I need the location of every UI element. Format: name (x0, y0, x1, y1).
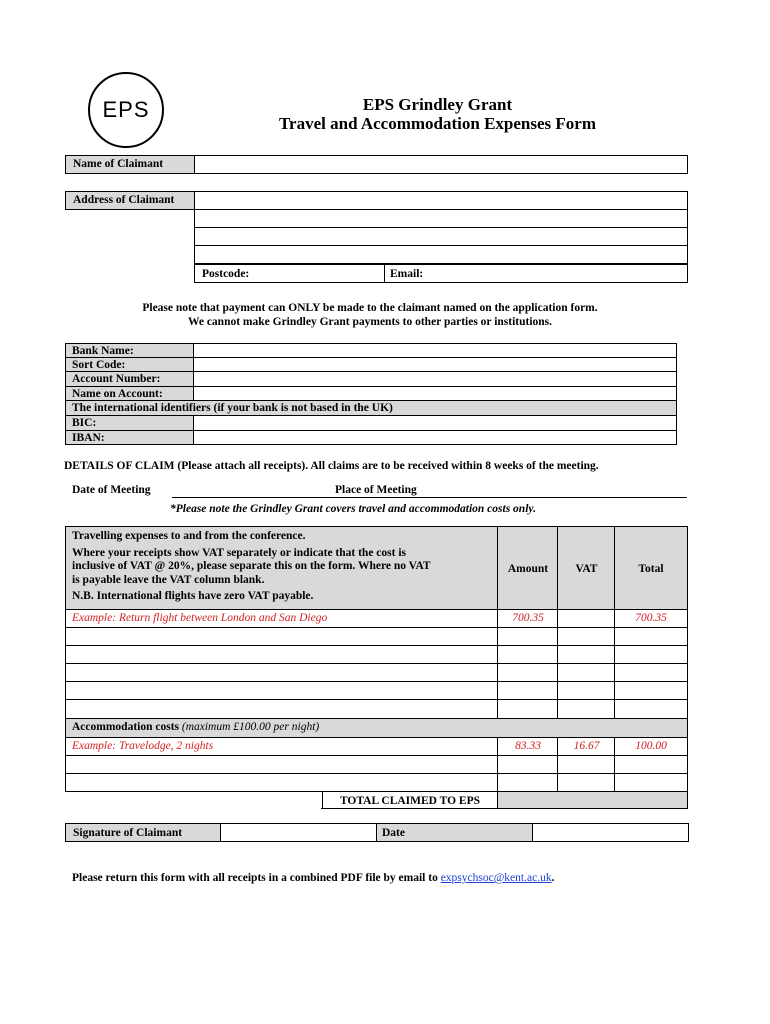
vat-column-header: VAT (575, 563, 598, 575)
payment-notice (60, 301, 680, 329)
postcode-label: Postcode: (202, 268, 250, 280)
bic-label: BIC: (72, 417, 97, 429)
accommodation-example-description: Example: Travelodge, 2 nights (72, 740, 214, 752)
meeting-line[interactable] (172, 497, 687, 498)
address-line-1-field[interactable] (194, 191, 688, 210)
total-claimed-label: TOTAL CLAIMED TO EPS (339, 795, 481, 807)
date-label: Date (376, 823, 533, 842)
payment-notice-line-1: Please note that payment can ONLY be made to the claimant named on the application form. (142, 302, 598, 314)
return-instructions-end: . (551, 872, 555, 884)
spacer (64, 791, 65, 792)
email-label: Email: (390, 268, 424, 280)
address-of-claimant-label: Address of Claimant (65, 191, 195, 210)
date-field[interactable] (532, 823, 689, 842)
vat-instruction-line-2: inclusive of VAT @ 20%, please separate this on the form. Where no VAT (72, 560, 431, 572)
address-line-2-field[interactable] (194, 209, 688, 228)
travel-example-amount: 700.35 (512, 612, 544, 624)
title-line-2: Travel and Accommodation Expenses Form (278, 114, 596, 133)
expense-row-line (65, 627, 688, 628)
total-column-header: Total (638, 563, 664, 575)
bank-name-field[interactable] (194, 344, 676, 357)
signature-label: Signature of Claimant (65, 823, 221, 842)
accommodation-max-note: (maximum £100.00 per night) (181, 721, 320, 733)
return-instructions (72, 872, 554, 884)
name-on-account-field[interactable] (194, 387, 676, 400)
email-link[interactable]: expsychsoc@kent.ac.uk (440, 872, 552, 884)
international-identifiers-label: The international identifiers (if your bank is not based in the UK) (72, 402, 393, 414)
international-flights-note: N.B. International flights have zero VAT payable. (72, 590, 314, 602)
grant-coverage-note: *Please note the Grindley Grant covers travel and accommodation costs only. (170, 503, 536, 515)
address-line-3-field[interactable] (194, 227, 688, 246)
expense-row-line (65, 755, 688, 756)
amount-column-header: Amount (507, 563, 549, 575)
form-title (230, 95, 645, 133)
expense-row-line (65, 681, 688, 682)
accommodation-example-total: 100.00 (635, 740, 667, 752)
travel-example-description: Example: Return flight between London and San Diego (72, 612, 328, 624)
expense-row-line (65, 645, 688, 646)
total-row-blank-area (64, 792, 321, 810)
bic-field[interactable] (194, 416, 676, 430)
expense-row-line (65, 737, 688, 738)
travel-instructions (72, 530, 497, 604)
details-heading: DETAILS OF CLAIM (Please attach all receipts). All claims are to be received within 8 weeks of the meeting. (64, 460, 599, 472)
accommodation-heading (72, 721, 319, 733)
expense-row-line (65, 718, 688, 719)
iban-label: IBAN: (72, 432, 105, 444)
vat-instruction-line-1: Where your receipts show VAT separately or indicate that the cost is (72, 546, 407, 559)
account-number-label: Account Number: (72, 373, 161, 385)
place-of-meeting-label: Place of Meeting (335, 484, 417, 496)
accommodation-example-amount: 83.33 (515, 740, 541, 752)
expense-row-line (65, 773, 688, 774)
sort-code-field[interactable] (194, 358, 676, 371)
sort-code-label: Sort Code: (72, 359, 126, 371)
address-line-4-field[interactable] (194, 245, 688, 264)
accommodation-label: Accommodation costs (72, 721, 179, 733)
vat-instruction-line-3: is payable leave the VAT column blank. (72, 573, 265, 586)
account-number-field[interactable] (194, 372, 676, 386)
iban-field[interactable] (194, 431, 676, 444)
name-on-account-label: Name on Account: (72, 388, 163, 400)
travel-heading: Travelling expenses to and from the conference. (72, 530, 306, 542)
signature-field[interactable] (220, 823, 377, 842)
total-claimed-field[interactable] (498, 792, 687, 808)
title-line-1: EPS Grindley Grant (362, 95, 513, 114)
eps-logo (88, 72, 164, 148)
bank-name-label: Bank Name: (72, 345, 134, 357)
postcode-field[interactable] (194, 264, 385, 283)
payment-notice-line-2: We cannot make Grindley Grant payments to other parties or institutions. (187, 316, 553, 328)
name-of-claimant-field[interactable] (194, 155, 688, 174)
accommodation-example-vat: 16.67 (573, 740, 600, 752)
expense-row-line (65, 663, 688, 664)
date-of-meeting-label: Date of Meeting (72, 484, 151, 496)
return-instructions-text: Please return this form with all receipts in a combined PDF file by email to (72, 872, 441, 884)
expense-row-line (65, 609, 688, 610)
eps-logo-text: EPS (102, 97, 150, 122)
name-of-claimant-label: Name of Claimant (65, 155, 195, 174)
travel-example-total: 700.35 (635, 612, 667, 624)
expense-row-line (65, 699, 688, 700)
email-field[interactable] (384, 264, 688, 283)
